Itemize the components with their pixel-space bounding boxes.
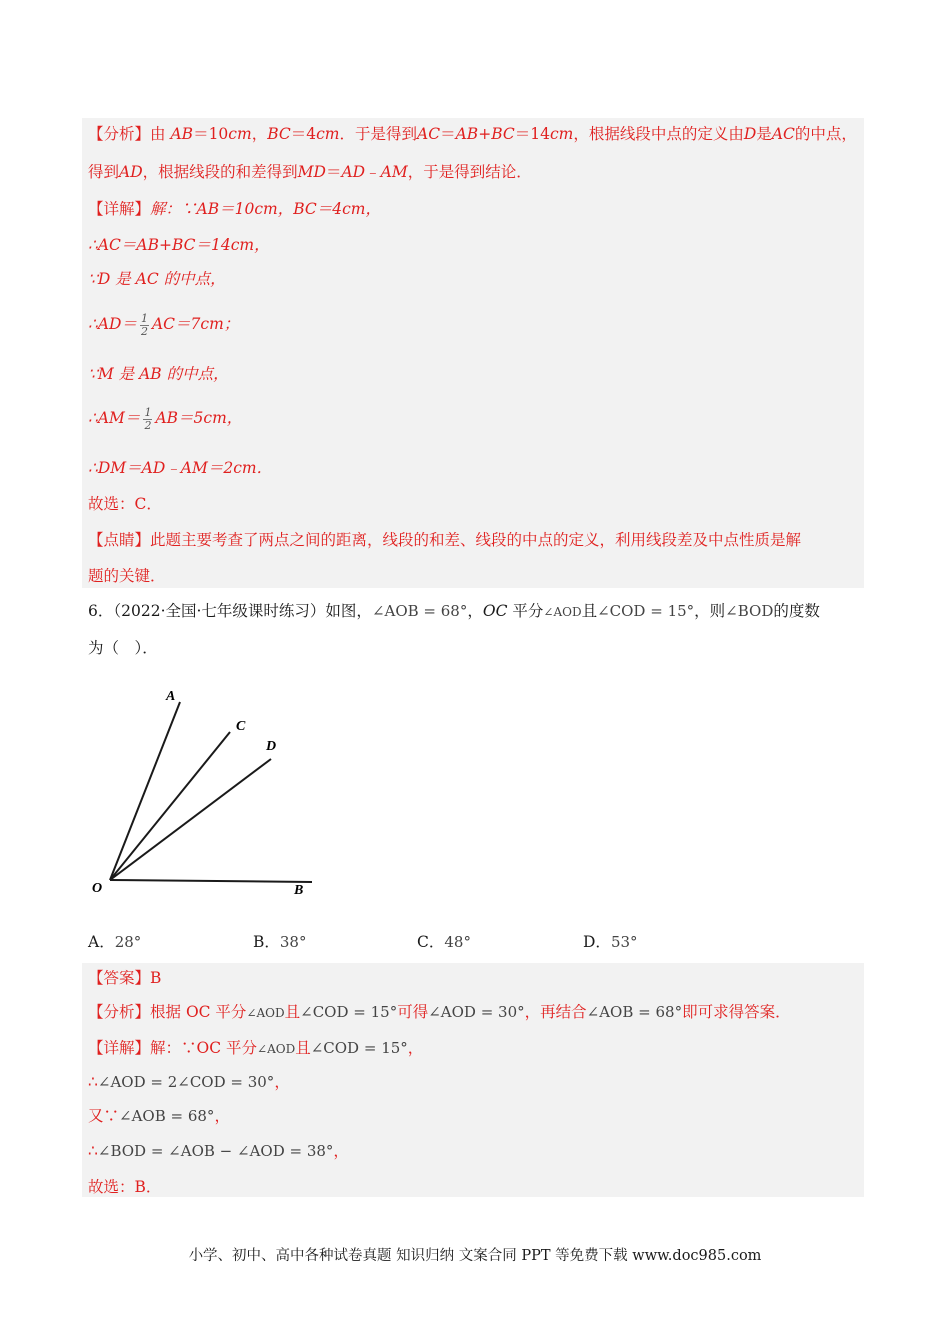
fraction-half: $\frac{1}{2}$	[140, 311, 148, 338]
label-D: D	[266, 739, 277, 754]
question-source: （2022·全国·七年级课时练习）如图，	[113, 602, 372, 620]
ray-OB	[110, 880, 312, 882]
sol6-line3: 又∵∠AOB = 68°，	[88, 1107, 230, 1125]
sol5-analysis-line2: 得到AD，根据线段的和差得到MD＝AD﹣AM，于是得到结论．	[88, 163, 532, 181]
detail-tag: 【详解】	[88, 200, 151, 218]
solution-5-box	[82, 118, 864, 588]
sol5-line2: ∴AC＝AB+BC＝14cm，	[88, 236, 270, 254]
label-O: O	[92, 881, 103, 896]
label-B: B	[294, 883, 304, 898]
option-d[interactable]: D．53°	[583, 933, 638, 951]
analysis-tag: 【分析】	[88, 125, 151, 143]
sol5-line4: ∴AD＝ $\frac{1}{2}$ AC＝7cm；	[88, 311, 240, 338]
angle-figure	[80, 678, 340, 908]
sol6-detail: 【详解】解：∵OC 平分∠AOD且∠COD = 15°，	[88, 1039, 424, 1057]
answer-value: B	[150, 969, 162, 987]
question-6-line2: 为（ ）．	[88, 639, 158, 657]
comment-tag: 【点睛】	[88, 531, 151, 549]
option-c[interactable]: C．48°	[417, 933, 471, 951]
option-a[interactable]: A．28°	[88, 933, 142, 951]
sol6-line4: ∴∠BOD = ∠AOB − ∠AOD = 38°，	[88, 1142, 349, 1160]
sol5-line3: ∵D 是 AC 的中点，	[88, 270, 226, 288]
fraction-half: $\frac{1}{2}$	[144, 405, 152, 432]
sol6-line2: ∴∠AOD = 2∠COD = 30°，	[88, 1073, 290, 1091]
sol6-analysis: 【分析】根据 OC 平分∠AOD且∠COD = 15°可得∠AOD = 30°，再结合∠AOB = 68°即可求得答案．	[88, 1003, 791, 1021]
label-C: C	[236, 719, 246, 734]
sol5-comment-line2: 题的关键．	[88, 567, 166, 585]
option-b[interactable]: B．38°	[253, 933, 307, 951]
sol5-line8: 故选：C．	[88, 495, 162, 513]
question-number: 6．	[88, 602, 114, 620]
sol5-detail-line1: 【详解】解：∵AB＝10cm，BC＝4cm，	[88, 200, 381, 218]
sol5-line5: ∵M 是 AB 的中点，	[88, 365, 229, 383]
sol5-analysis-line1: 【分析】由 AB＝10cm，BC＝4cm．于是得到AC＝AB+BC＝14cm，根据线段中点的定义由D是AC的中点，	[88, 125, 857, 143]
sol5-line6: ∴AM＝ $\frac{1}{2}$ AB＝5cm，	[88, 405, 243, 432]
sol6-answer	[88, 968, 161, 988]
sol5-comment-line1: 【点睛】此题主要考查了两点之间的距离，线段的和差、线段的中点的定义，利用线段差及中点性质是解	[88, 531, 802, 549]
ray-OC	[110, 732, 230, 880]
answer-tag: 【答案】	[88, 969, 151, 987]
sol5-line7: ∴DM＝AD﹣AM＝2cm．	[88, 459, 273, 477]
page-footer: 小学、初中、高中各种试卷真题 知识归纳 文案合同 PPT 等免费下载 www.doc985.com	[188, 1248, 762, 1264]
label-A: A	[166, 689, 176, 704]
question-6-line1: 6．（2022·全国·七年级课时练习）如图，∠AOB = 68°，OC 平分∠AOD且∠COD = 15°，则∠BOD的度数	[88, 602, 820, 620]
sol6-line5: 故选：B．	[88, 1178, 162, 1196]
analysis-tag: 【分析】	[88, 1003, 151, 1021]
detail-tag: 【详解】	[88, 1039, 151, 1057]
